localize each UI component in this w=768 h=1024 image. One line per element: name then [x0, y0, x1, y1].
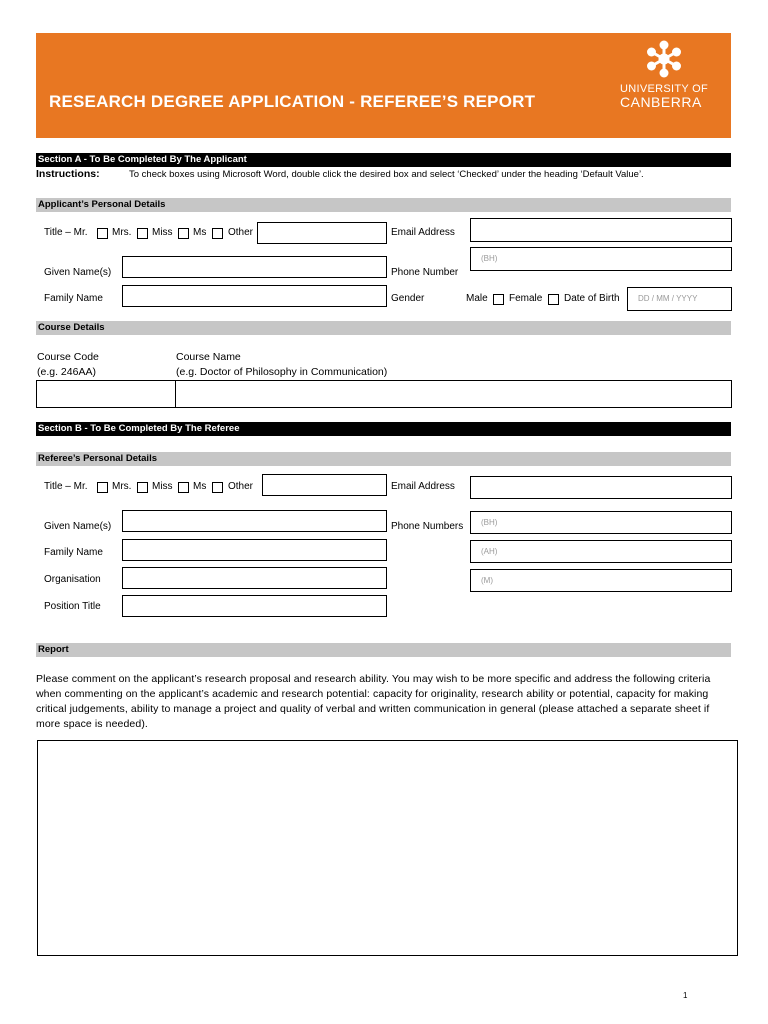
course-code-input[interactable] — [36, 380, 176, 408]
university-logo-icon — [645, 40, 683, 78]
referee-phone-ah-input[interactable]: (AH) — [470, 540, 732, 563]
title-option-ms: Ms — [193, 227, 207, 238]
dob-input[interactable]: DD / MM / YYYY — [627, 287, 732, 311]
referee-title-option-mrs: Mrs. — [112, 481, 132, 492]
gender-option-male: Male — [466, 293, 488, 304]
logo-text-line1: UNIVERSITY OF — [620, 83, 709, 95]
referee-title-mr-checkbox[interactable] — [97, 482, 108, 493]
referee-phone-bh-input[interactable]: (BH) — [470, 511, 732, 534]
gender-male-checkbox[interactable] — [493, 294, 504, 305]
title-option-mrs: Mrs. — [112, 227, 132, 238]
title-mrs-checkbox[interactable] — [137, 228, 148, 239]
course-name-hint: (e.g. Doctor of Philosophy in Communication) — [176, 366, 388, 378]
organisation-input[interactable] — [122, 567, 387, 589]
family-name-input[interactable] — [122, 285, 387, 307]
report-instructions: Please comment on the applicant’s research proposal and research ability. You may wish to be more specific and address the following criteria when commenting on the applicant’s academic and research potential: capacity for originality, research ability or potential, capacity for making critical judgements, ability to manage a project and quality of verbal and written communication in general (please attached a separate sheet if more space is needed). — [36, 673, 711, 730]
title-mr-checkbox[interactable] — [97, 228, 108, 239]
referee-title-label: Title – Mr. — [44, 481, 88, 492]
title-label: Title – Mr. — [44, 227, 88, 238]
given-name-input[interactable] — [122, 256, 387, 278]
referee-title-other-input[interactable] — [262, 474, 387, 496]
referee-title-mrs-checkbox[interactable] — [137, 482, 148, 493]
referee-title-option-other: Other — [228, 481, 254, 492]
logo-text-line2: CANBERRA — [620, 94, 702, 110]
title-option-miss: Miss — [152, 227, 173, 238]
referee-title-option-ms: Ms — [193, 481, 207, 492]
email-label: Email Address — [391, 227, 455, 238]
family-name-label: Family Name — [44, 293, 103, 304]
referee-title-option-miss: Miss — [152, 481, 173, 492]
page-number: 1 — [683, 991, 688, 1000]
course-name-label: Course Name — [176, 351, 241, 363]
title-other-input[interactable] — [257, 222, 387, 244]
referee-email-input[interactable] — [470, 476, 732, 499]
referee-title-miss-checkbox[interactable] — [178, 482, 189, 493]
course-name-input[interactable] — [175, 380, 732, 408]
referee-title-ms-checkbox[interactable] — [212, 482, 223, 493]
section-b-heading: Section B - To Be Completed By The Referee — [36, 422, 731, 436]
referee-family-name-input[interactable] — [122, 539, 387, 561]
section-a-heading: Section A - To Be Completed By The Applicant — [36, 153, 731, 167]
given-name-label: Given Name(s) — [44, 267, 112, 278]
gender-label: Gender — [391, 293, 425, 304]
referee-given-name-input[interactable] — [122, 510, 387, 532]
applicant-personal-heading: Applicant’s Personal Details — [36, 198, 731, 212]
referee-phone-label: Phone Numbers — [391, 521, 464, 532]
gender-option-female: Female — [509, 293, 543, 304]
title-miss-checkbox[interactable] — [178, 228, 189, 239]
referee-email-label: Email Address — [391, 481, 455, 492]
instructions-label: Instructions: — [36, 168, 100, 180]
referee-personal-heading: Referee’s Personal Details — [36, 452, 731, 466]
referee-family-name-label: Family Name — [44, 547, 103, 558]
dob-label: Date of Birth — [564, 293, 620, 304]
gender-female-checkbox[interactable] — [548, 294, 559, 305]
phone-label: Phone Number — [391, 267, 459, 278]
phone-input[interactable]: (BH) — [470, 247, 732, 271]
referee-given-name-label: Given Name(s) — [44, 521, 112, 532]
instructions-text: To check boxes using Microsoft Word, double click the desired box and select ‘Checked’ under the heading ‘Default Value’. — [129, 169, 644, 180]
position-title-label: Position Title — [44, 601, 101, 612]
position-title-input[interactable] — [122, 595, 387, 617]
referee-phone-m-input[interactable]: (M) — [470, 569, 732, 592]
report-textarea[interactable] — [37, 740, 738, 956]
email-input[interactable] — [470, 218, 732, 242]
title-option-other: Other — [228, 227, 254, 238]
organisation-label: Organisation — [44, 574, 101, 585]
report-heading: Report — [36, 643, 731, 657]
title-ms-checkbox[interactable] — [212, 228, 223, 239]
course-code-label: Course Code — [37, 351, 99, 363]
page-title: RESEARCH DEGREE APPLICATION - REFEREE’S REPORT — [49, 92, 536, 111]
course-details-heading: Course Details — [36, 321, 731, 335]
course-code-hint: (e.g. 246AA) — [37, 366, 96, 378]
